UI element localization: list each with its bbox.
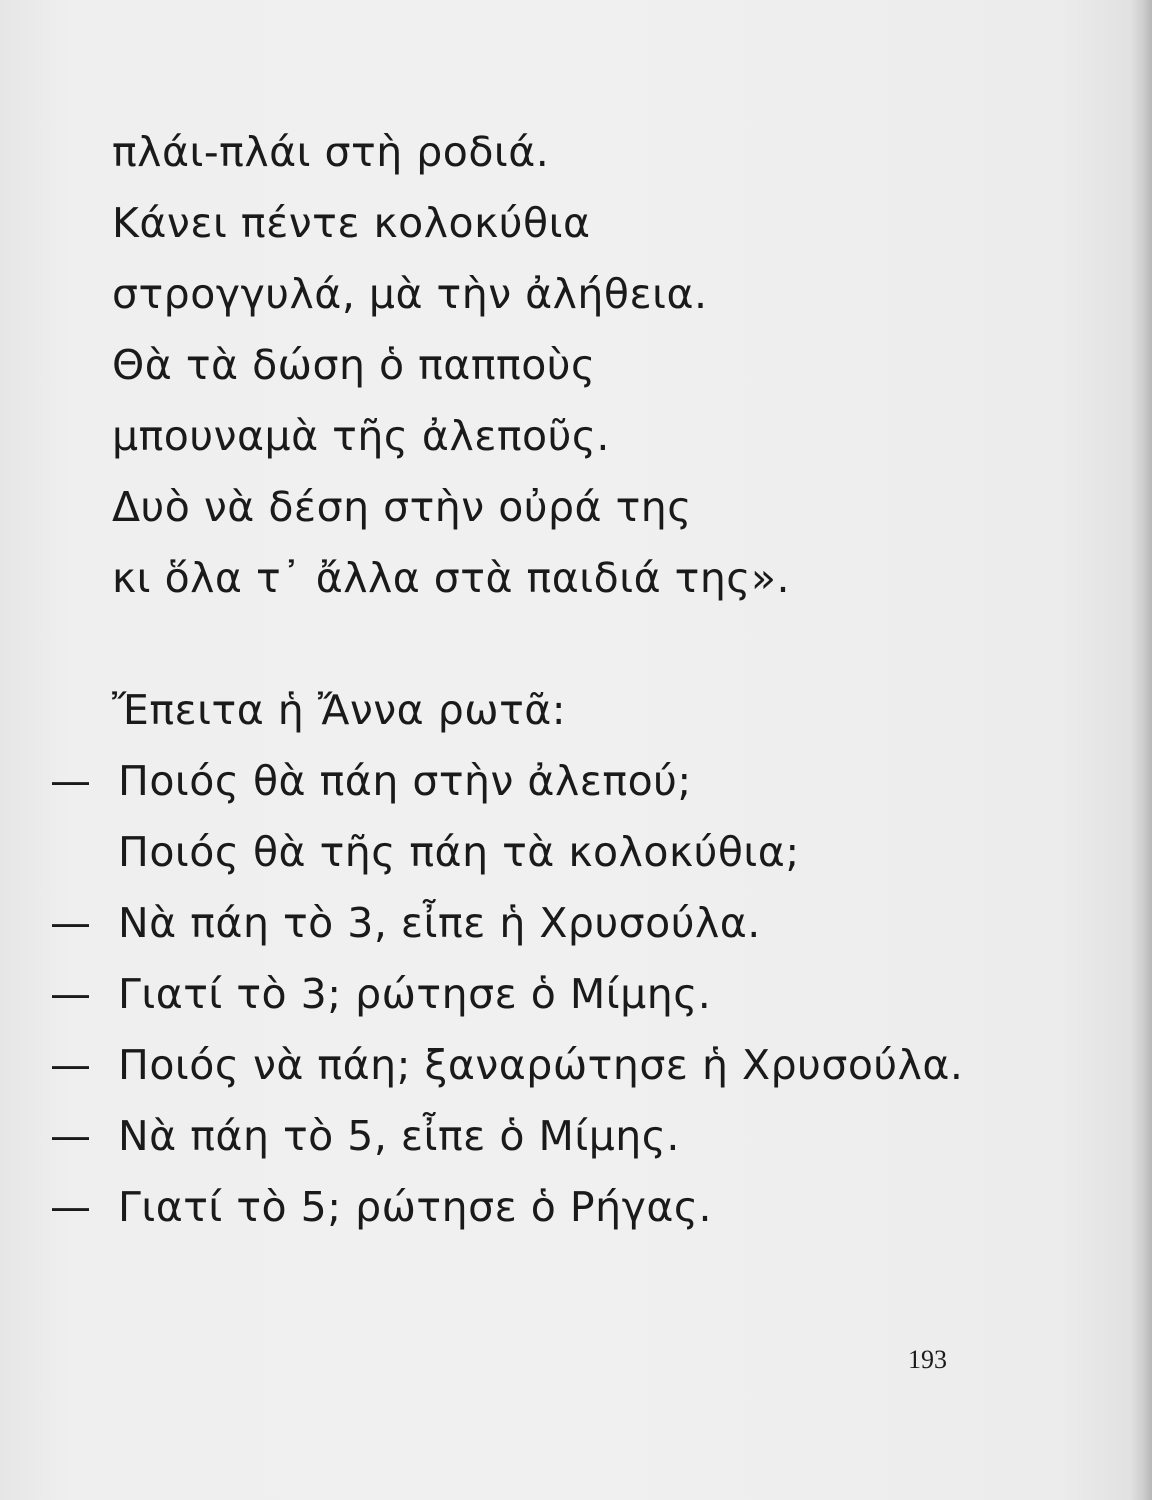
verse-line: μπουναμὰ τῆς ἀλεποῦς.: [112, 412, 610, 460]
verse-line: Θὰ τὰ δώση ὁ παπποὺς: [112, 341, 596, 389]
dialogue-line: Γιατί τὸ 5; ρώτησε ὁ Ρήγας.: [118, 1183, 712, 1231]
dialogue-line: Ποιός θὰ πάη στὴν ἀλεπού;: [118, 757, 692, 805]
dialogue-line: Ποιός νὰ πάη; ξαναρώτησε ἡ Χρυσούλα.: [118, 1041, 964, 1089]
dialogue-line: Ποιός θὰ τῆς πάη τὰ κολοκύθια;: [118, 828, 800, 876]
dialogue-line: Γιατί τὸ 3; ρώτησε ὁ Μίμης.: [118, 970, 712, 1018]
dialogue-dash: —: [50, 1041, 91, 1089]
verse-line: πλάι-πλάι στὴ ροδιά.: [112, 128, 550, 176]
dialogue-dash: —: [50, 757, 91, 805]
dialogue-dash: —: [50, 1183, 91, 1231]
page-number: 193: [908, 1345, 947, 1374]
dialogue-line: Νὰ πάη τὸ 5, εἶπε ὁ Μίμης.: [118, 1112, 680, 1160]
verse-line: κι ὅλα τ᾿ ἄλλα στὰ παιδιά της».: [112, 554, 790, 602]
dialogue-dash: —: [50, 970, 91, 1018]
dialogue-dash: —: [50, 899, 91, 947]
dialogue-line: Νὰ πάη τὸ 3, εἶπε ἡ Χρυσούλα.: [118, 899, 761, 947]
verse-line: στρογγυλά, μὰ τὴν ἀλήθεια.: [112, 270, 708, 318]
intro-line: Ἔπειτα ἡ Ἄννα ρωτᾶ:: [112, 686, 567, 734]
verse-line: Κάνει πέντε κολοκύθια: [112, 199, 591, 247]
verse-line: Δυὸ νὰ δέση στὴν οὐρά της: [112, 483, 692, 531]
dialogue-dash: —: [50, 1112, 91, 1160]
